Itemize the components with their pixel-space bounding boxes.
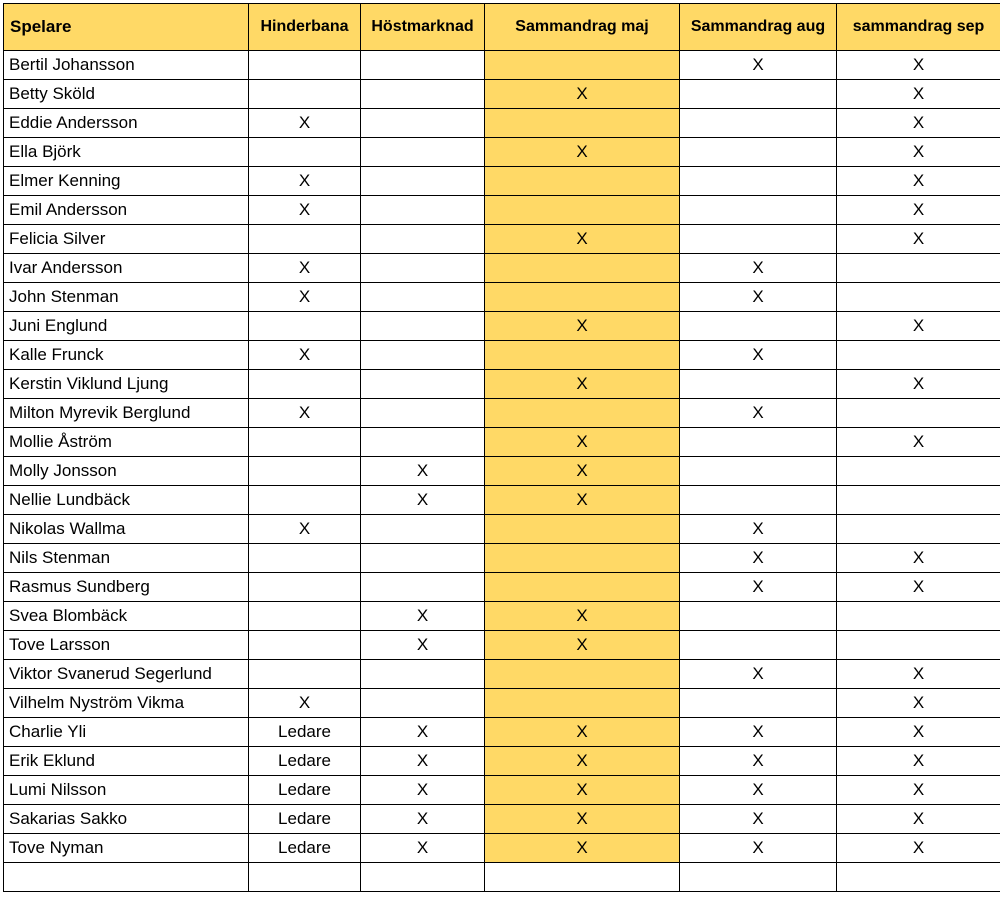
mark-cell[interactable] [837, 341, 1000, 370]
mark-cell[interactable] [249, 602, 361, 631]
mark-cell[interactable] [361, 660, 485, 689]
player-name-cell[interactable]: Molly Jonsson [4, 457, 249, 486]
mark-cell[interactable] [485, 341, 680, 370]
mark-cell[interactable]: X [249, 254, 361, 283]
mark-cell[interactable]: X [361, 834, 485, 863]
table-row [4, 428, 1000, 457]
table-row [4, 805, 1000, 834]
player-name-cell[interactable]: Tove Larsson [4, 631, 249, 660]
mark-cell[interactable]: X [837, 660, 1000, 689]
mark-cell[interactable] [485, 660, 680, 689]
player-name-cell[interactable]: Emil Andersson [4, 196, 249, 225]
player-name-cell[interactable]: Felicia Silver [4, 225, 249, 254]
table-row [4, 515, 1000, 544]
table-row [4, 167, 1000, 196]
mark-cell[interactable]: X [485, 80, 680, 109]
mark-cell[interactable]: X [837, 834, 1000, 863]
mark-cell[interactable] [249, 660, 361, 689]
player-name-cell[interactable]: Tove Nyman [4, 834, 249, 863]
mark-cell[interactable]: Ledare [249, 834, 361, 863]
mark-cell[interactable]: Ledare [249, 718, 361, 747]
empty-cell[interactable] [680, 863, 837, 892]
table-row [4, 225, 1000, 254]
mark-cell[interactable] [249, 631, 361, 660]
mark-cell[interactable] [485, 51, 680, 80]
player-name-cell[interactable]: Nils Stenman [4, 544, 249, 573]
mark-cell[interactable]: X [485, 370, 680, 399]
mark-cell[interactable] [249, 573, 361, 602]
mark-cell[interactable] [680, 196, 837, 225]
player-name-cell[interactable]: Eddie Andersson [4, 109, 249, 138]
mark-cell[interactable] [361, 515, 485, 544]
table-row [4, 689, 1000, 718]
mark-cell[interactable] [249, 544, 361, 573]
player-name-cell[interactable]: Kerstin Viklund Ljung [4, 370, 249, 399]
mark-cell[interactable] [837, 399, 1000, 428]
table-body [4, 51, 1000, 892]
table-row [4, 602, 1000, 631]
table-row [4, 747, 1000, 776]
table-row [4, 196, 1000, 225]
mark-cell[interactable]: X [485, 718, 680, 747]
mark-cell[interactable]: Ledare [249, 776, 361, 805]
mark-cell[interactable]: X [361, 486, 485, 515]
mark-cell[interactable]: Ledare [249, 747, 361, 776]
mark-cell[interactable]: X [249, 109, 361, 138]
mark-cell[interactable]: X [249, 196, 361, 225]
player-name-cell[interactable]: Betty Sköld [4, 80, 249, 109]
mark-cell[interactable] [361, 80, 485, 109]
player-name-cell[interactable]: Charlie Yli [4, 718, 249, 747]
mark-cell[interactable] [249, 138, 361, 167]
mark-cell[interactable]: X [837, 689, 1000, 718]
mark-cell[interactable]: X [837, 51, 1000, 80]
mark-cell[interactable] [680, 80, 837, 109]
mark-cell[interactable] [361, 109, 485, 138]
empty-row [4, 863, 1000, 892]
mark-cell[interactable]: X [837, 776, 1000, 805]
player-name-cell[interactable]: Juni Englund [4, 312, 249, 341]
player-name-cell[interactable]: Ella Björk [4, 138, 249, 167]
mark-cell[interactable]: X [361, 631, 485, 660]
mark-cell[interactable]: X [249, 399, 361, 428]
mark-cell[interactable]: X [837, 805, 1000, 834]
mark-cell[interactable] [680, 689, 837, 718]
column-header-spelare[interactable]: Spelare [4, 4, 249, 51]
mark-cell[interactable]: X [837, 109, 1000, 138]
mark-cell[interactable]: X [485, 312, 680, 341]
mark-cell[interactable] [361, 312, 485, 341]
mark-cell[interactable]: X [837, 544, 1000, 573]
mark-cell[interactable] [680, 167, 837, 196]
empty-cell[interactable] [361, 863, 485, 892]
mark-cell[interactable]: X [680, 341, 837, 370]
mark-cell[interactable]: X [249, 689, 361, 718]
mark-cell[interactable]: X [837, 370, 1000, 399]
spreadsheet-table [3, 3, 1000, 892]
mark-cell[interactable]: X [680, 254, 837, 283]
mark-cell[interactable]: X [361, 805, 485, 834]
table-row [4, 370, 1000, 399]
player-name-cell[interactable]: John Stenman [4, 283, 249, 312]
mark-cell[interactable]: X [361, 602, 485, 631]
table-row [4, 399, 1000, 428]
mark-cell[interactable] [361, 428, 485, 457]
mark-cell[interactable] [485, 109, 680, 138]
mark-cell[interactable] [485, 196, 680, 225]
mark-cell[interactable]: X [680, 776, 837, 805]
mark-cell[interactable]: X [361, 457, 485, 486]
mark-cell[interactable]: X [837, 80, 1000, 109]
mark-cell[interactable] [485, 399, 680, 428]
mark-cell[interactable]: X [680, 399, 837, 428]
player-name-cell[interactable]: Rasmus Sundberg [4, 573, 249, 602]
column-header-hostmarknad[interactable]: Höstmarknad [361, 4, 485, 51]
table-row [4, 312, 1000, 341]
mark-cell[interactable]: X [680, 51, 837, 80]
mark-cell[interactable]: X [249, 341, 361, 370]
mark-cell[interactable] [485, 515, 680, 544]
mark-cell[interactable]: X [837, 138, 1000, 167]
table-row [4, 834, 1000, 863]
mark-cell[interactable] [361, 225, 485, 254]
mark-cell[interactable] [680, 602, 837, 631]
player-name-cell[interactable]: Svea Blombäck [4, 602, 249, 631]
mark-cell[interactable]: X [361, 718, 485, 747]
mark-cell[interactable]: X [485, 776, 680, 805]
mark-cell[interactable]: X [837, 225, 1000, 254]
mark-cell[interactable] [361, 544, 485, 573]
player-name-cell[interactable]: Mollie Åström [4, 428, 249, 457]
player-name-cell[interactable]: Sakarias Sakko [4, 805, 249, 834]
player-name-cell[interactable]: Nellie Lundbäck [4, 486, 249, 515]
table-row [4, 457, 1000, 486]
empty-cell[interactable] [837, 863, 1000, 892]
mark-cell[interactable]: X [485, 428, 680, 457]
player-name-cell[interactable]: Elmer Kenning [4, 167, 249, 196]
mark-cell[interactable] [361, 254, 485, 283]
mark-cell[interactable]: X [837, 718, 1000, 747]
mark-cell[interactable] [249, 428, 361, 457]
mark-cell[interactable]: X [485, 805, 680, 834]
mark-cell[interactable] [361, 196, 485, 225]
player-name-cell[interactable]: Ivar Andersson [4, 254, 249, 283]
player-name-cell[interactable]: Vilhelm Nyström Vikma [4, 689, 249, 718]
mark-cell[interactable]: X [837, 196, 1000, 225]
mark-cell[interactable] [837, 457, 1000, 486]
table-row [4, 138, 1000, 167]
mark-cell[interactable] [837, 283, 1000, 312]
table-row [4, 80, 1000, 109]
empty-cell[interactable] [249, 863, 361, 892]
mark-cell[interactable] [485, 167, 680, 196]
mark-cell[interactable]: X [837, 428, 1000, 457]
mark-cell[interactable] [361, 573, 485, 602]
mark-cell[interactable] [249, 51, 361, 80]
table-row [4, 631, 1000, 660]
mark-cell[interactable] [680, 312, 837, 341]
mark-cell[interactable] [680, 457, 837, 486]
table-row [4, 254, 1000, 283]
column-header-sammandrag-maj[interactable]: Sammandrag maj [485, 4, 680, 51]
mark-cell[interactable] [680, 631, 837, 660]
mark-cell[interactable] [485, 254, 680, 283]
mark-cell[interactable] [680, 428, 837, 457]
mark-cell[interactable] [249, 370, 361, 399]
mark-cell[interactable] [485, 573, 680, 602]
mark-cell[interactable] [361, 341, 485, 370]
player-name-cell[interactable]: Nikolas Wallma [4, 515, 249, 544]
mark-cell[interactable]: X [249, 167, 361, 196]
mark-cell[interactable]: X [249, 283, 361, 312]
table-row [4, 486, 1000, 515]
mark-cell[interactable]: X [837, 312, 1000, 341]
mark-cell[interactable]: X [680, 834, 837, 863]
mark-cell[interactable]: X [680, 660, 837, 689]
mark-cell[interactable]: X [680, 573, 837, 602]
mark-cell[interactable] [485, 283, 680, 312]
mark-cell[interactable] [249, 312, 361, 341]
table-row [4, 718, 1000, 747]
mark-cell[interactable]: X [680, 283, 837, 312]
table-row [4, 51, 1000, 80]
mark-cell[interactable]: X [361, 776, 485, 805]
mark-cell[interactable] [680, 138, 837, 167]
mark-cell[interactable]: X [680, 544, 837, 573]
mark-cell[interactable]: X [485, 747, 680, 776]
mark-cell[interactable]: X [680, 718, 837, 747]
mark-cell[interactable]: X [485, 602, 680, 631]
empty-cell[interactable] [4, 863, 249, 892]
mark-cell[interactable] [485, 689, 680, 718]
mark-cell[interactable] [837, 515, 1000, 544]
player-name-cell[interactable]: Bertil Johansson [4, 51, 249, 80]
table-row [4, 660, 1000, 689]
mark-cell[interactable] [361, 283, 485, 312]
column-header-sammandrag-aug[interactable]: Sammandrag aug [680, 4, 837, 51]
mark-cell[interactable] [249, 225, 361, 254]
mark-cell[interactable] [680, 225, 837, 254]
mark-cell[interactable] [361, 689, 485, 718]
mark-cell[interactable]: X [485, 457, 680, 486]
mark-cell[interactable]: X [485, 225, 680, 254]
mark-cell[interactable]: X [485, 138, 680, 167]
player-name-cell[interactable]: Lumi Nilsson [4, 776, 249, 805]
table-row [4, 283, 1000, 312]
player-name-cell[interactable]: Erik Eklund [4, 747, 249, 776]
mark-cell[interactable] [680, 109, 837, 138]
player-name-cell[interactable]: Milton Myrevik Berglund [4, 399, 249, 428]
mark-cell[interactable] [249, 457, 361, 486]
mark-cell[interactable] [361, 51, 485, 80]
mark-cell[interactable]: X [837, 747, 1000, 776]
empty-cell[interactable] [485, 863, 680, 892]
player-name-cell[interactable]: Kalle Frunck [4, 341, 249, 370]
mark-cell[interactable] [361, 167, 485, 196]
mark-cell[interactable]: X [485, 834, 680, 863]
player-name-cell[interactable]: Viktor Svanerud Segerlund [4, 660, 249, 689]
mark-cell[interactable]: X [249, 515, 361, 544]
mark-cell[interactable] [837, 631, 1000, 660]
mark-cell[interactable] [361, 399, 485, 428]
table-row [4, 573, 1000, 602]
mark-cell[interactable]: X [837, 573, 1000, 602]
mark-cell[interactable] [361, 370, 485, 399]
header-row [4, 4, 1000, 51]
table-row [4, 341, 1000, 370]
mark-cell[interactable] [249, 486, 361, 515]
table-row [4, 109, 1000, 138]
mark-cell[interactable] [361, 138, 485, 167]
mark-cell[interactable]: X [837, 167, 1000, 196]
mark-cell[interactable] [837, 254, 1000, 283]
mark-cell[interactable]: Ledare [249, 805, 361, 834]
mark-cell[interactable]: X [680, 515, 837, 544]
mark-cell[interactable]: X [485, 631, 680, 660]
table-row [4, 544, 1000, 573]
table-row [4, 776, 1000, 805]
mark-cell[interactable] [837, 602, 1000, 631]
mark-cell[interactable] [485, 544, 680, 573]
mark-cell[interactable]: X [680, 747, 837, 776]
mark-cell[interactable] [249, 80, 361, 109]
mark-cell[interactable]: X [361, 747, 485, 776]
mark-cell[interactable] [680, 370, 837, 399]
column-header-hinderbana[interactable]: Hinderbana [249, 4, 361, 51]
mark-cell[interactable] [680, 486, 837, 515]
mark-cell[interactable] [837, 486, 1000, 515]
column-header-sammandrag-sep[interactable]: sammandrag sep [837, 4, 1000, 51]
mark-cell[interactable]: X [680, 805, 837, 834]
mark-cell[interactable]: X [485, 486, 680, 515]
